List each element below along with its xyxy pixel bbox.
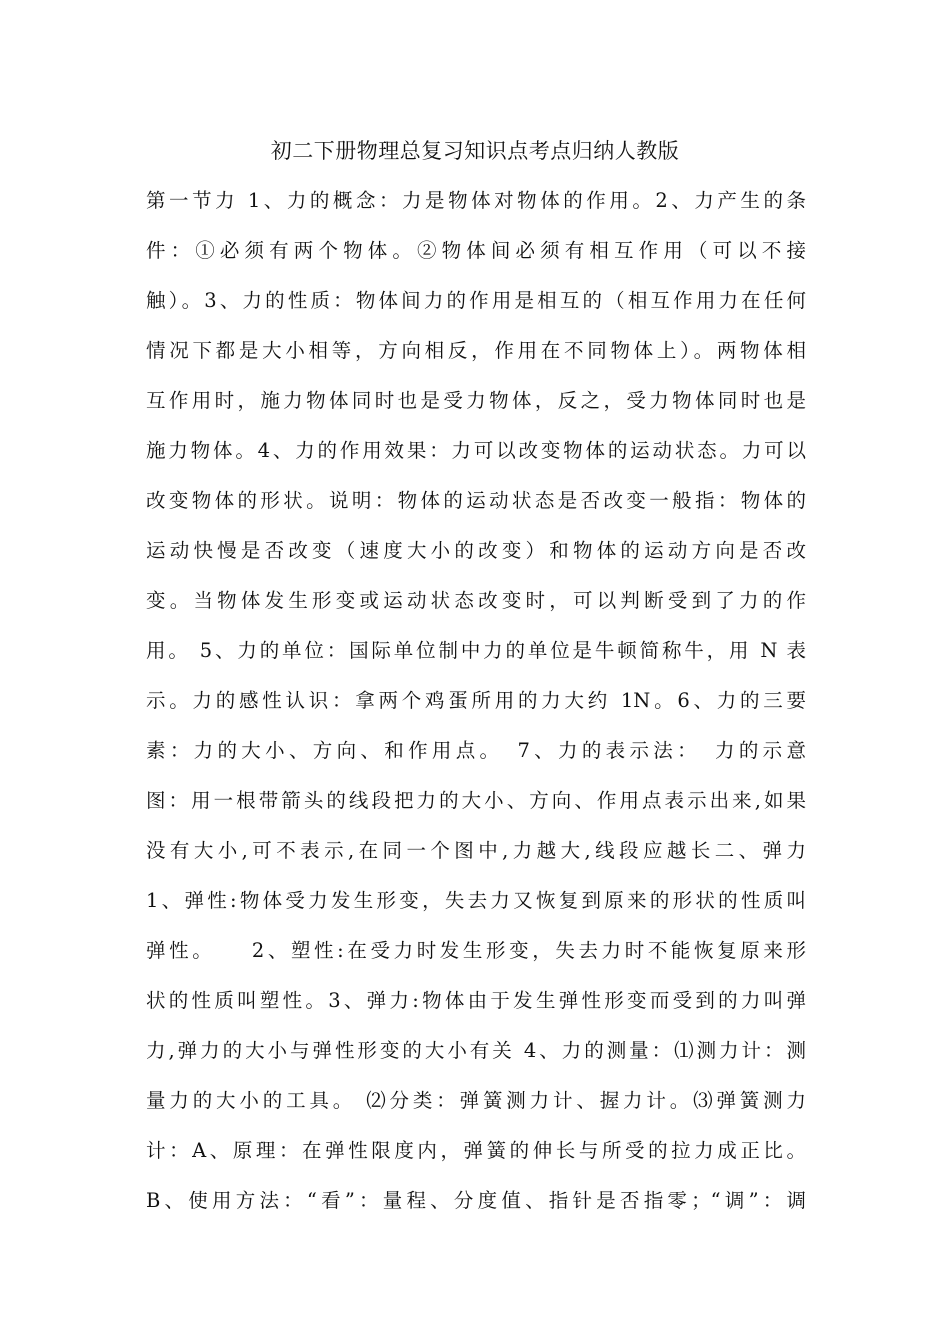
document-title: 初二下册物理总复习知识点考点归纳人教版 xyxy=(270,139,680,163)
text-line: 没有大小,可不表示,在同一个图中,力越大,线段应越长二、弹力 xyxy=(146,839,806,862)
text-line: 力,弹力的大小与弹性形变的大小有关 4、力的测量：⑴测力计：测 xyxy=(146,1039,806,1062)
text-line: 触）。3、力的性质：物体间力的作用是相互的（相互作用力在任何 xyxy=(146,289,806,312)
text-line: B、使用方法：“看”：量程、分度值、指针是否指零；“调”：调 xyxy=(146,1189,806,1212)
text-line: 计：A、原理：在弹性限度内，弹簧的伸长与所受的拉力成正比。 xyxy=(146,1139,806,1162)
text-line: 第一节力 1、力的概念：力是物体对物体的作用。2、力产生的条 xyxy=(146,189,806,212)
text-line: 改变物体的形状。说明：物体的运动状态是否改变一般指：物体的 xyxy=(146,489,806,512)
text-line: 情况下都是大小相等，方向相反，作用在不同物体上）。两物体相 xyxy=(146,339,806,362)
text-line: 1、弹性:物体受力发生形变，失去力又恢复到原来的形状的性质叫 xyxy=(146,889,806,912)
text-line: 弹性。 2、塑性:在受力时发生形变，失去力时不能恢复原来形 xyxy=(146,939,806,962)
text-line: 用。 5、力的单位：国际单位制中力的单位是牛顿简称牛，用 N 表 xyxy=(146,639,806,662)
text-line: 示。力的感性认识：拿两个鸡蛋所用的力大约 1N。6、力的三要 xyxy=(146,689,806,712)
text-line: 互作用时，施力物体同时也是受力物体，反之，受力物体同时也是 xyxy=(146,389,806,412)
text-line: 件：①必须有两个物体。②物体间必须有相互作用（可以不接 xyxy=(146,239,806,262)
document-body xyxy=(146,183,806,1233)
text-line: 量力的大小的工具。 ⑵分类：弹簧测力计、握力计。⑶弹簧测力 xyxy=(146,1089,806,1112)
text-line: 状的性质叫塑性。3、弹力:物体由于发生弹性形变而受到的力叫弹 xyxy=(146,989,806,1012)
text-line: 运动快慢是否改变（速度大小的改变）和物体的运动方向是否改 xyxy=(146,539,806,562)
text-line: 图：用一根带箭头的线段把力的大小、方向、作用点表示出来,如果 xyxy=(146,789,806,812)
text-line: 施力物体。4、力的作用效果：力可以改变物体的运动状态。力可以 xyxy=(146,439,806,462)
text-line: 素：力的大小、方向、和作用点。 7、力的表示法： 力的示意 xyxy=(146,739,806,762)
text-line: 变。当物体发生形变或运动状态改变时，可以判断受到了力的作 xyxy=(146,589,806,612)
